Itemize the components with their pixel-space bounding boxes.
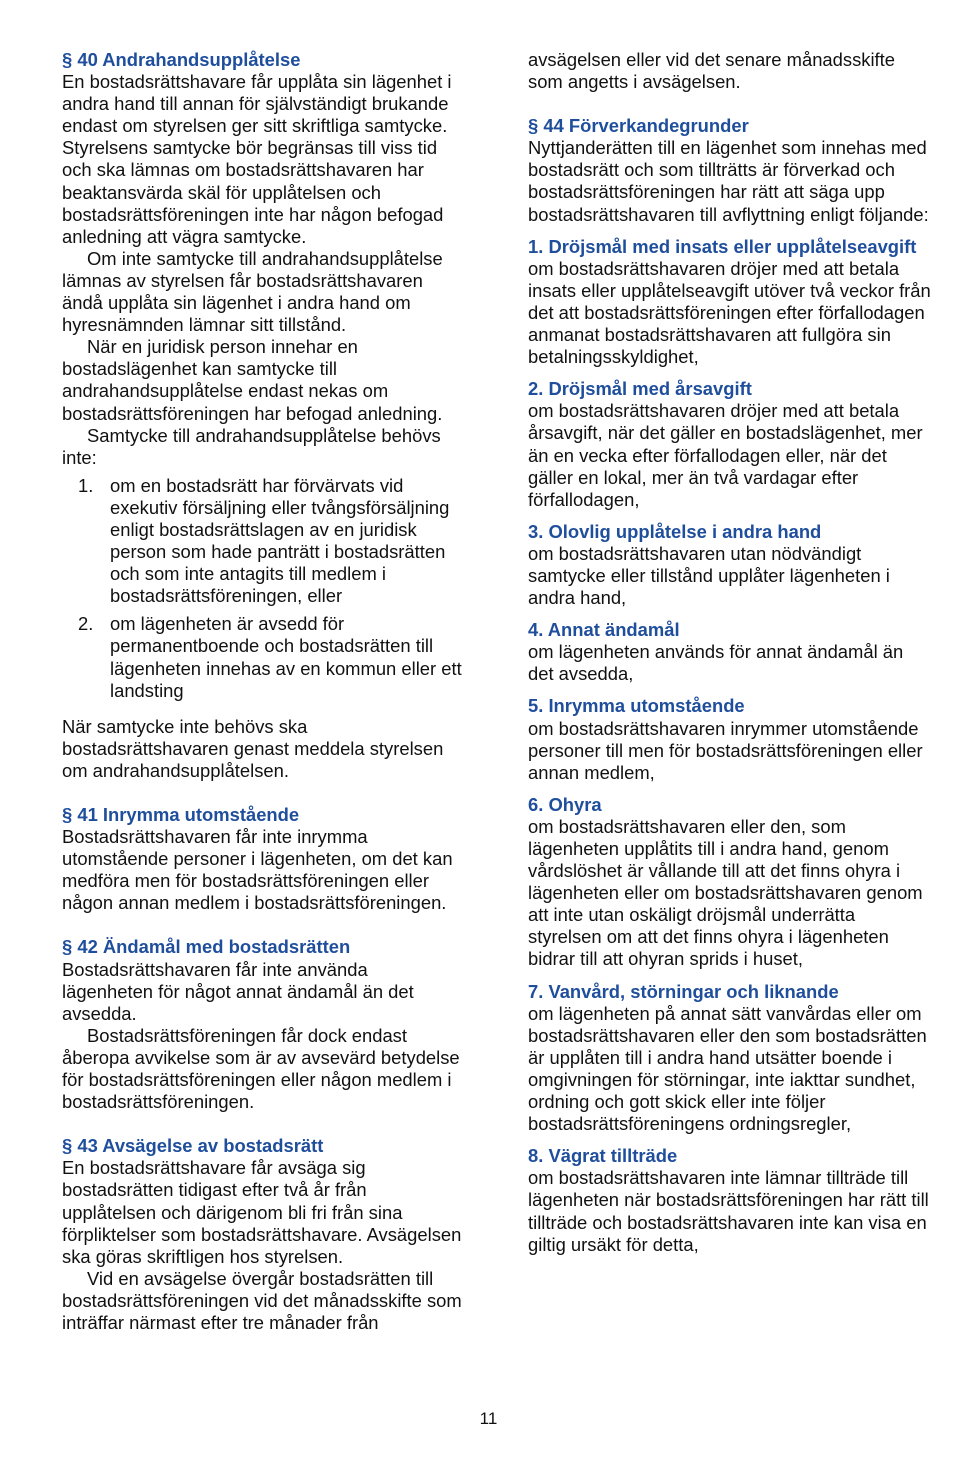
item-heading: 8. Vägrat tillträde (528, 1145, 678, 1167)
item-heading: 5. Inrymma utomstående (528, 695, 745, 717)
section-43 (62, 1135, 462, 1334)
section-44 (528, 115, 933, 1256)
paragraph: När samtycke inte behövs ska bostadsrättshavaren genast meddela styrelsen om andrahandsupplåtelsen. (62, 715, 444, 781)
item-text: om bostadsrättshavaren dröjer med att betala insats eller upplåtelseavgift utöver två veckor från det att bostadsrättsföreningen efter förfallodagen anmanat bostadsrättshavaren att fullgöra sin betalningsskyldighet, (528, 257, 931, 368)
paragraph: När en juridisk person innehar en bostadslägenhet kan samtycke till andrahandsupplåtelse endast nekas om bostadsrättsföreningen har befogad anledning. (62, 336, 443, 424)
list-number: 1. (78, 474, 94, 496)
forfeiture-item (528, 1145, 933, 1255)
section-42 (62, 936, 462, 1113)
section-heading: § 44 Förverkandegrunder (528, 115, 749, 137)
item-heading: 6. Ohyra (528, 793, 602, 815)
forfeiture-item (528, 794, 933, 971)
list-item (62, 613, 462, 701)
paragraph: Om inte samtycke till andrahandsupplåtelse lämnas av styrelsen får bostadsrättshavaren ändå upplåta sin lägenhet i andra hand om hyresnämnden lämnar sitt tillstånd. (62, 247, 443, 336)
section-heading: § 41 Inrymma utomstående (62, 804, 300, 825)
item-heading: 4. Annat ändamål (528, 619, 680, 641)
forfeiture-item (528, 695, 933, 783)
paragraph: Vid en avsägelse övergår bostadsrätten till bostadsrättsföreningen vid det månadsskifte som inträffar närmast efter tre månader från (62, 1267, 462, 1333)
paragraph: Nyttjanderätten till en lägenhet som innehas med bostadsrätt och som tillträtts är förverkad och bostadsrättsföreningen har rätt att säga upp bostadsrättshavaren till avflyttning enligt följande: (528, 137, 929, 225)
list-number: 2. (78, 613, 94, 635)
forfeiture-item (528, 521, 933, 609)
item-heading: 3. Olovlig upplåtelse i andra hand (528, 520, 822, 542)
item-text: om bostadsrättshavaren utan nödvändigt samtycke eller tillstånd upplåter lägenheten i andra hand, (528, 542, 890, 609)
item-text: om bostadsrättshavaren inrymmer utomstående personer till men för bostadsrättsföreningen eller annan medlem, (528, 717, 923, 783)
list-item-text: om lägenheten är avsedd för permanentboende och bostadsrätten till lägenheten innehas av en kommun eller ett landsting (110, 613, 462, 701)
paragraph: En bostadsrättshavare får avsäga sig bostadsrätten tidigast efter två år från upplåtelsen och därigenom bli fri från sina förpliktelser som bostadsrättshavare. Avsägelsen ska göras skriftligen hos styrelsen. (62, 1157, 462, 1267)
forfeiture-item (528, 619, 933, 685)
paragraph: Bostadsrättsföreningen får dock endast åberopa avvikelse som är av avsevärd betydelse för bostadsrättsföreningen eller någon medlem i bostadsrättsföreningen. (62, 1024, 460, 1113)
numbered-list (62, 475, 462, 702)
forfeiture-item (528, 236, 933, 369)
item-heading: 1. Dröjsmål med insats eller upplåtelseavgift (528, 235, 917, 257)
item-heading: 7. Vanvård, störningar och liknande (528, 980, 839, 1002)
list-item (62, 475, 462, 608)
paragraph: Samtycke till andrahandsupplåtelse behövs inte: (62, 424, 441, 468)
forfeiture-item (528, 981, 933, 1136)
paragraph: avsägelsen eller vid det senare månadsskifte som angetts i avsägelsen. (528, 49, 895, 93)
item-text: om bostadsrättshavaren eller den, som lägenheten upplåtits till i andra hand, genom vårdslöshet är vållande till att det finns ohyra i lägenheten eller om bostadsrättshavaren genom att inte utan oskäligt dröjsmål underrätta styrelsen om att det finns ohyra i lägenheten bidrar till att ohyran sprids i huset, (528, 815, 923, 970)
forfeiture-item (528, 378, 933, 511)
item-text: om lägenheten på annat sätt vanvårdas eller om bostadsrättshavaren eller den som bostadsrätten är upplåten till i andra hand utsätter boende i omgivningen för störningar, inte iakttar sundhet, ordning och gott skick eller inte följer bostadsrättsföreningens ordningsregler, (528, 1002, 927, 1135)
section-40 (62, 49, 462, 782)
left-column (62, 49, 462, 1356)
section-41 (62, 804, 462, 914)
right-column (528, 49, 933, 1256)
section-heading: § 43 Avsägelse av bostadsrätt (62, 1135, 324, 1157)
item-heading: 2. Dröjsmål med årsavgift (528, 378, 752, 400)
paragraph: En bostadsrättshavare får upplåta sin lägenhet i andra hand till annan för självständigt brukande endast om styrelsen ger sitt skriftliga samtycke. Styrelsens samtycke bör begränsas till viss tid och ska lämnas om bostadsrättshavaren har beaktansvärda skäl för upplåtelsen och bostadsrättsföreningen inte har någon befogad anledning att vägra samtycke. (62, 71, 452, 247)
page-number: 11 (479, 1409, 498, 1428)
section-heading: § 42 Ändamål med bostadsrätten (62, 936, 351, 958)
item-text: om lägenheten används för annat ändamål än det avsedda, (528, 641, 904, 685)
section-43-continued (528, 49, 933, 93)
paragraph: Bostadsrättshavaren får inte använda lägenheten för något annat ändamål än det avsedda. (62, 958, 414, 1024)
section-heading: § 40 Andrahandsupplåtelse (62, 49, 301, 70)
item-text: om bostadsrättshavaren inte lämnar tillträde till lägenheten när bostadsrättsföreningen har rätt till tillträde och bostadsrättshavaren inte kan visa en giltig ursäkt för detta, (528, 1167, 929, 1255)
item-text: om bostadsrättshavaren dröjer med att betala årsavgift, när det gäller en bostadslägenhet, mer än en vecka efter förfallodagen eller, när det gäller en lokal, mer än två vardagar efter förfallodagen, (528, 400, 923, 510)
list-item-text: om en bostadsrätt har förvärvats vid exekutiv försäljning eller tvångsförsäljning enligt bostadsrättslagen av en juridisk person som hade panträtt i bostadsrätten och som inte antagits till medlem i bostadsrättsföreningen, eller (110, 474, 450, 607)
paragraph: Bostadsrättshavaren får inte inrymma utomstående personer i lägenheten, om det kan medföra men för bostadsrättsföreningen eller någon annan medlem i bostadsrättsföreningen. (62, 826, 453, 914)
